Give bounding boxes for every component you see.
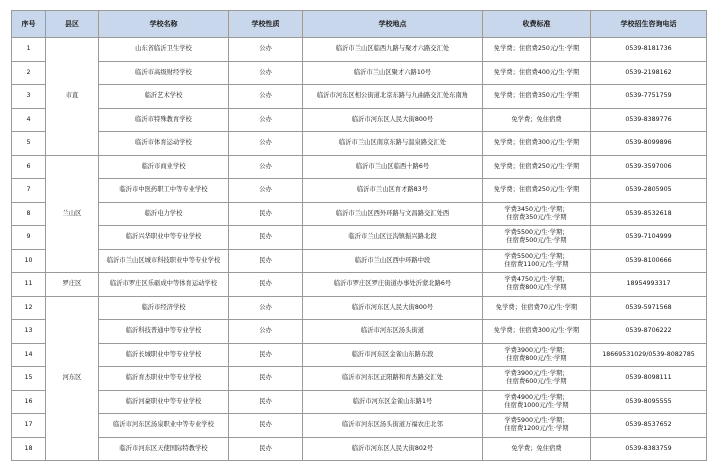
fee-line: 学费5900元/生·学期； bbox=[504, 417, 569, 425]
table-row bbox=[12, 273, 707, 297]
cell-phone: 0539-8100666 bbox=[591, 249, 707, 273]
fee-line: 免学费；住宿费250元/生·学期 bbox=[493, 162, 580, 170]
cell-fee bbox=[483, 414, 591, 438]
cell-school-type: 公办 bbox=[229, 38, 303, 62]
cell-school-type: 民办 bbox=[229, 343, 303, 367]
fee-line: 学费3900元/生·学期； bbox=[504, 370, 569, 378]
table-row bbox=[12, 296, 707, 320]
fee-line: 住宿费800元/生·学期 bbox=[506, 354, 567, 362]
table-row bbox=[12, 343, 707, 367]
cell-no: 18 bbox=[12, 437, 46, 461]
fee-line: 学费4900元/生·学期； bbox=[504, 393, 569, 401]
cell-phone: 18669531029/0539-8082785 bbox=[591, 343, 707, 367]
fee-line: 免学费；住宿费250元/生·学期 bbox=[493, 45, 580, 53]
cell-fee bbox=[483, 273, 591, 297]
cell-phone: 0539-8383759 bbox=[591, 437, 707, 461]
cell-location: 临沂市河东区金雀山东路东段 bbox=[303, 343, 483, 367]
cell-fee bbox=[483, 179, 591, 203]
cell-fee bbox=[483, 155, 591, 179]
table-row bbox=[12, 437, 707, 461]
cell-no: 3 bbox=[12, 85, 46, 109]
fee-line: 学费3900元/生·学期； bbox=[504, 346, 569, 354]
cell-phone: 0539-8706222 bbox=[591, 320, 707, 344]
cell-school-type: 公办 bbox=[229, 179, 303, 203]
cell-fee bbox=[483, 61, 591, 85]
cell-phone: 0539-3597006 bbox=[591, 155, 707, 179]
cell-school-type: 民办 bbox=[229, 414, 303, 438]
cell-no: 7 bbox=[12, 179, 46, 203]
cell-school-name: 临沂市特殊教育学校 bbox=[99, 108, 229, 132]
cell-no: 4 bbox=[12, 108, 46, 132]
table-row bbox=[12, 38, 707, 62]
cell-school-name: 临沂市河东区天使国际特教学校 bbox=[99, 437, 229, 461]
fee-line: 住宿费500元/生·学期 bbox=[506, 237, 567, 245]
cell-fee bbox=[483, 367, 591, 391]
cell-location: 临沂市兰山区南京东路与温泉路交汇处 bbox=[303, 132, 483, 156]
cell-no: 2 bbox=[12, 61, 46, 85]
cell-school-name: 临沂市经济学校 bbox=[99, 296, 229, 320]
cell-school-name: 临沂电力学校 bbox=[99, 202, 229, 226]
cell-phone: 0539-8095555 bbox=[591, 390, 707, 414]
header-phone: 学校招生咨询电话 bbox=[591, 11, 707, 38]
cell-no: 15 bbox=[12, 367, 46, 391]
cell-school-type: 公办 bbox=[229, 108, 303, 132]
cell-no: 6 bbox=[12, 155, 46, 179]
fee-line: 免学费；住宿费300元/生·学期 bbox=[493, 139, 580, 147]
cell-school-type: 民办 bbox=[229, 249, 303, 273]
table-row bbox=[12, 249, 707, 273]
table-row bbox=[12, 390, 707, 414]
table-row bbox=[12, 414, 707, 438]
cell-fee bbox=[483, 437, 591, 461]
table-row bbox=[12, 108, 707, 132]
cell-school-name: 临沂市中医药职工中等专业学校 bbox=[99, 179, 229, 203]
fee-line: 免学费；住宿费250元/生·学期 bbox=[493, 186, 580, 194]
cell-no: 12 bbox=[12, 296, 46, 320]
fee-line: 住宿费1100元/生·学期 bbox=[504, 260, 569, 268]
cell-school-type: 民办 bbox=[229, 202, 303, 226]
table-row bbox=[12, 155, 707, 179]
cell-phone: 0539-2805905 bbox=[591, 179, 707, 203]
fee-line: 住宿费1200元/生·学期 bbox=[504, 425, 569, 433]
cell-school-name: 临沂市河东区汤泉职业中等专业学校 bbox=[99, 414, 229, 438]
cell-fee bbox=[483, 38, 591, 62]
cell-location: 临沂市河东区金雀山东路1号 bbox=[303, 390, 483, 414]
cell-fee bbox=[483, 108, 591, 132]
table-row bbox=[12, 320, 707, 344]
table-row bbox=[12, 61, 707, 85]
cell-school-type: 民办 bbox=[229, 226, 303, 250]
cell-location: 临沂市兰山区汪沟镇振兴路北段 bbox=[303, 226, 483, 250]
fee-line: 住宿费800元/生·学期 bbox=[506, 284, 567, 292]
cell-fee bbox=[483, 85, 591, 109]
cell-school-type: 民办 bbox=[229, 390, 303, 414]
cell-location: 临沂市河东区人民大街802号 bbox=[303, 437, 483, 461]
table-body bbox=[12, 38, 707, 461]
cell-district: 河东区 bbox=[46, 296, 99, 461]
cell-district: 罗庄区 bbox=[46, 273, 99, 297]
fee-line: 免学费；住宿费300元/生·学期 bbox=[493, 327, 580, 335]
header-school-type: 学校性质 bbox=[229, 11, 303, 38]
cell-location: 临沂市河东区汤头街道 bbox=[303, 320, 483, 344]
cell-fee bbox=[483, 320, 591, 344]
fee-line: 学费5500元/生·学期； bbox=[504, 229, 569, 237]
cell-school-type: 公办 bbox=[229, 132, 303, 156]
table-row bbox=[12, 367, 707, 391]
header-school-name: 学校名称 bbox=[99, 11, 229, 38]
cell-school-type: 公办 bbox=[229, 61, 303, 85]
cell-location: 临沂市河东区汤头街道万福农庄北邻 bbox=[303, 414, 483, 438]
table-row bbox=[12, 132, 707, 156]
cell-school-name: 临沂兴华职业中等专业学校 bbox=[99, 226, 229, 250]
cell-location: 临沂市兰山区聚才六路10号 bbox=[303, 61, 483, 85]
cell-school-type: 民办 bbox=[229, 367, 303, 391]
cell-location: 临沂市罗庄区罗庄街道办事处沂蒙北路6号 bbox=[303, 273, 483, 297]
cell-phone: 0539-8098111 bbox=[591, 367, 707, 391]
fee-line: 住宿费1000元/生·学期 bbox=[504, 401, 569, 409]
cell-phone: 0539-8099896 bbox=[591, 132, 707, 156]
cell-fee bbox=[483, 249, 591, 273]
cell-no: 11 bbox=[12, 273, 46, 297]
cell-no: 5 bbox=[12, 132, 46, 156]
cell-phone: 0539-8532618 bbox=[591, 202, 707, 226]
cell-school-type: 公办 bbox=[229, 155, 303, 179]
cell-location: 临沂市兰山区临西十路6号 bbox=[303, 155, 483, 179]
cell-phone: 0539-5971568 bbox=[591, 296, 707, 320]
cell-location: 临沂市兰山区西外环路与文昌路交汇处西 bbox=[303, 202, 483, 226]
cell-phone: 0539-8537652 bbox=[591, 414, 707, 438]
fee-line: 免学费；免住宿费 bbox=[511, 444, 562, 452]
cell-no: 14 bbox=[12, 343, 46, 367]
cell-location: 临沂市兰山区临西九路与聚才六路交汇处 bbox=[303, 38, 483, 62]
cell-location: 临沂市河东区人民大街800号 bbox=[303, 108, 483, 132]
cell-no: 1 bbox=[12, 38, 46, 62]
cell-district: 兰山区 bbox=[46, 155, 99, 273]
cell-fee bbox=[483, 296, 591, 320]
cell-school-name: 临沂市兰山区城市科技职业中等专业学校 bbox=[99, 249, 229, 273]
cell-school-name: 临沂市商业学校 bbox=[99, 155, 229, 179]
fee-line: 免学费；住宿费350元/生·学期 bbox=[493, 92, 580, 100]
fee-line: 学费4750元/生·学期； bbox=[504, 276, 569, 284]
table-row bbox=[12, 85, 707, 109]
cell-phone: 0539-8181736 bbox=[591, 38, 707, 62]
cell-school-name: 临沂育杰职业中等专业学校 bbox=[99, 367, 229, 391]
cell-school-type: 公办 bbox=[229, 320, 303, 344]
cell-district: 市直 bbox=[46, 38, 99, 156]
cell-no: 16 bbox=[12, 390, 46, 414]
table-row bbox=[12, 226, 707, 250]
fee-line: 学费3450元/生·学期； bbox=[504, 205, 569, 213]
cell-fee bbox=[483, 390, 591, 414]
cell-phone: 0539-2198162 bbox=[591, 61, 707, 85]
cell-school-type: 公办 bbox=[229, 296, 303, 320]
fee-line: 住宿费600元/生·学期 bbox=[506, 378, 567, 386]
cell-school-name: 临沂科技普通中等专业学校 bbox=[99, 320, 229, 344]
cell-location: 临沂市河东区相公街道北京东路与九曲路交汇处东南角 bbox=[303, 85, 483, 109]
header-no: 序号 bbox=[12, 11, 46, 38]
table-row bbox=[12, 202, 707, 226]
fee-line: 免学费；住宿费400元/生·学期 bbox=[493, 68, 580, 76]
cell-phone: 0539-7751759 bbox=[591, 85, 707, 109]
cell-school-name: 山东省临沂卫生学校 bbox=[99, 38, 229, 62]
cell-location: 临沂市河东区人民大街800号 bbox=[303, 296, 483, 320]
cell-no: 13 bbox=[12, 320, 46, 344]
school-table bbox=[11, 10, 707, 461]
header-location: 学校地点 bbox=[303, 11, 483, 38]
cell-school-name: 临沂长城职业中等专业学校 bbox=[99, 343, 229, 367]
cell-school-name: 临沂艺术学校 bbox=[99, 85, 229, 109]
cell-fee bbox=[483, 343, 591, 367]
cell-phone: 0539-7104999 bbox=[591, 226, 707, 250]
cell-location: 临沂市河东区正阳路和育杰路交汇处 bbox=[303, 367, 483, 391]
cell-phone: 18954993317 bbox=[591, 273, 707, 297]
cell-school-name: 临沂河豪职业中等专业学校 bbox=[99, 390, 229, 414]
cell-fee bbox=[483, 202, 591, 226]
cell-school-type: 民办 bbox=[229, 273, 303, 297]
cell-school-type: 公办 bbox=[229, 85, 303, 109]
cell-school-name: 临沂市体育运动学校 bbox=[99, 132, 229, 156]
cell-fee bbox=[483, 132, 591, 156]
cell-no: 8 bbox=[12, 202, 46, 226]
header-fee: 收费标准 bbox=[483, 11, 591, 38]
fee-line: 学费5500元/生·学期； bbox=[504, 252, 569, 260]
fee-line: 住宿费350元/生·学期 bbox=[506, 213, 567, 221]
header-row bbox=[12, 11, 707, 38]
fee-line: 免学费；住宿费70元/生·学期 bbox=[495, 303, 578, 311]
cell-phone: 0539-8389776 bbox=[591, 108, 707, 132]
header-district: 县区 bbox=[46, 11, 99, 38]
cell-no: 9 bbox=[12, 226, 46, 250]
cell-school-name: 临沂市罗庄区乐砺成中等体育运动学校 bbox=[99, 273, 229, 297]
cell-no: 17 bbox=[12, 414, 46, 438]
cell-school-type: 民办 bbox=[229, 437, 303, 461]
cell-school-name: 临沂市高级财经学校 bbox=[99, 61, 229, 85]
cell-location: 临沂市兰山区育才路83号 bbox=[303, 179, 483, 203]
fee-line: 免学费；免住宿费 bbox=[511, 115, 562, 123]
cell-fee bbox=[483, 226, 591, 250]
cell-no: 10 bbox=[12, 249, 46, 273]
table-row bbox=[12, 179, 707, 203]
cell-location: 临沂市兰山区西中环路中段 bbox=[303, 249, 483, 273]
